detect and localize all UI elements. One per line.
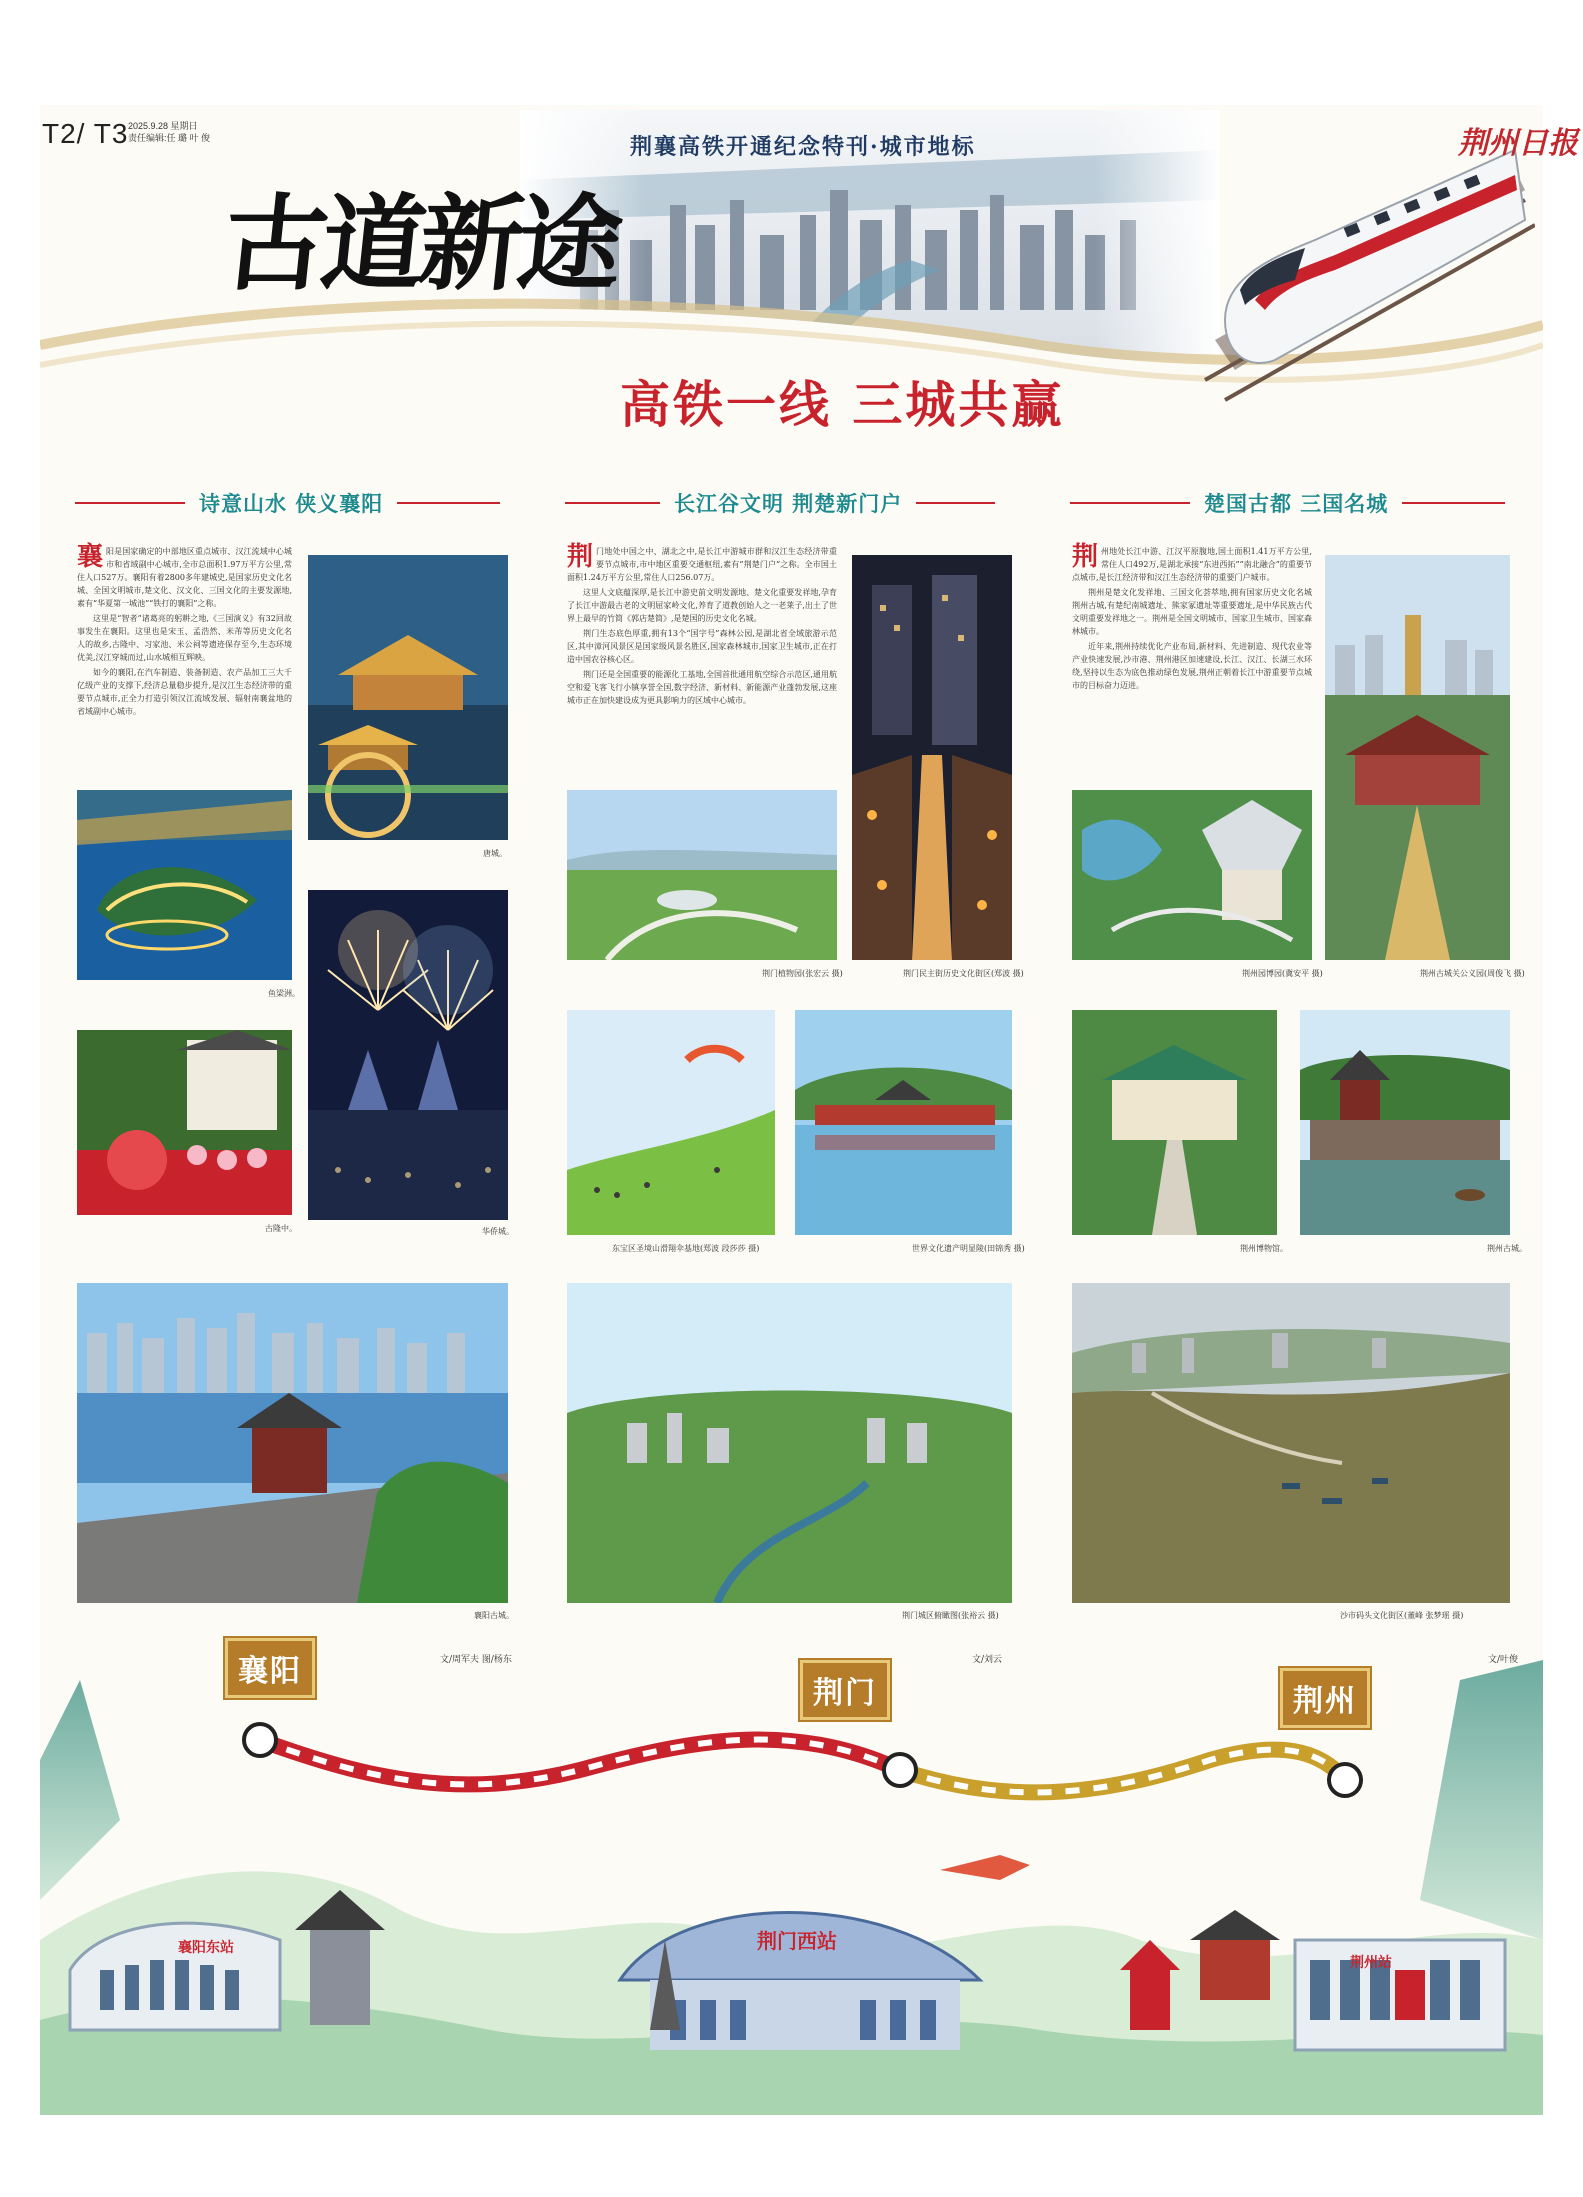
section-heading-xiangyang	[75, 488, 500, 518]
credit-xiangyang: 文/周军夫 图/杨东	[440, 1655, 512, 1665]
city-tag-label: 荆门	[813, 1676, 877, 1711]
section-heading-text: 诗意山水 侠义襄阳	[199, 491, 384, 516]
photo-caption: 华侨城。	[482, 1227, 514, 1236]
section-heading-text: 长江谷文明 荆楚新门户	[674, 491, 903, 516]
paragraph: 这里是“智者”诸葛亮的躬耕之地,《三国演义》有32回故事发生在襄阳。这里也是宋玉、孟浩然、米芾等历史文化名人的故乡,古隆中、习家池、米公祠等遗迹保存至今,生态环境优美,汉江穿城而过,山水城相互辉映。	[77, 614, 292, 662]
photo-caption: 荆州园博园(冀安平 摄)	[1242, 969, 1323, 978]
city-tag-label: 襄阳	[238, 1654, 302, 1689]
photo-caption: 唐城。	[483, 849, 507, 858]
masthead-title: 荆襄高铁开通纪念特刊·城市地标	[630, 134, 976, 160]
article-xiangyang	[77, 542, 292, 720]
photo-caption: 荆州博物馆。	[1240, 1244, 1288, 1253]
editor-line: 责任编辑:任 璐 叶 俊	[128, 133, 211, 143]
city-tag-label: 荆州	[1293, 1684, 1357, 1719]
photo-xianling-tomb	[795, 1010, 1012, 1235]
station-name-jingmen-west: 荆门西站	[757, 1929, 837, 1953]
credit-jingmen: 文/刘云	[972, 1655, 1003, 1665]
photo-caption: 古隆中。	[265, 1224, 297, 1233]
photo-shashi-wharf	[1072, 1283, 1510, 1603]
photo-yuliang-island	[77, 790, 292, 980]
photo-caption: 鱼梁洲。	[268, 989, 300, 998]
photo-minzhu-street	[852, 555, 1012, 960]
drop-cap: 襄	[77, 542, 104, 572]
photo-jingmen-aerial	[567, 1283, 1012, 1603]
photo-caption: 世界文化遗产明显陵(田锦秀 摄)	[912, 1244, 1025, 1253]
article-jingzhou	[1072, 542, 1312, 694]
paragraph: 阳是国家确定的中部地区重点城市、汉江流域中心城市和省域副中心城市,全市总面积1.97万平方公里,常住人口527万。襄阳有着2800多年建城史,是国家历史文化名城、全国文明城市,楚文化、汉文化、三国文化的主要发源地,素有“华夏第一城池”“铁打的襄阳”之称。	[77, 547, 292, 608]
heading-rule	[565, 502, 660, 504]
calligraphy-title: 古道新途	[217, 182, 623, 305]
photo-caption: 荆门植物园(张宏云 摄)	[762, 969, 843, 978]
paragraph: 门地处中国之中、湖北之中,是长江中游城市群和汉江生态经济带重要节点城市,市中地区重要交通枢纽,素有“荆楚门户”之称。全市国土面积1.24万平方公里,常住人口256.07万。	[567, 547, 837, 582]
heading-rule	[1402, 502, 1505, 504]
photo-caption: 荆州古城关公义园(周俊飞 摄)	[1420, 969, 1525, 978]
photo-guan-yu-park	[1325, 555, 1510, 960]
paragraph: 州地处长江中游、江汉平原腹地,国土面积1.41万平方公里,常住人口492万,是湖北承接“东进西拓”“南北融合”的重要节点城市,是长江经济带和汉江生态经济带的重要门户城市。	[1072, 547, 1312, 582]
photo-caption: 襄阳古城。	[474, 1611, 514, 1620]
photo-jingzhou-expo-garden	[1072, 790, 1312, 960]
photo-caption: 荆门城区俯瞰图(张裕云 摄)	[902, 1611, 999, 1620]
page-number: T2/ T3	[42, 118, 129, 149]
paragraph: 荆门还是全国重要的能源化工基地,全国首批通用航空综合示范区,通用航空和爱飞客飞行小镇享誉全国,数字经济、新材料、新能源产业蓬勃发展,这座城市正在加快建设成为更具影响力的区域中心城市。	[567, 670, 837, 705]
date-line: 2025.9.28 星期日	[128, 121, 198, 131]
city-tag-xiangyang	[225, 1638, 315, 1698]
station-name-xiangyang-east: 襄阳东站	[178, 1940, 234, 1956]
paragraph: 荆州是楚文化发祥地、三国文化荟萃地,拥有国家历史文化名城荆州古城,有楚纪南城遗址、熊家冢遗址等重要遗址,是中华民族古代文明重要发祥地之一。荆州是全国文明城市、国家卫生城市、国家森林城市。	[1072, 588, 1312, 636]
section-heading-jingmen	[565, 488, 995, 518]
section-heading-jingzhou	[1070, 488, 1505, 518]
photo-fireworks	[308, 890, 508, 1220]
section-heading-text: 楚国古都 三国名城	[1204, 491, 1389, 516]
paragraph: 近年来,荆州持续优化产业布局,新材料、先进制造、现代农业等产业快速发展,沙市港、荆州港区加速建设,长江、汉江、长湖三水环绕,坚持以生态为底色推动绿色发展,荆州正朝着长江中游重要节点城市的目标奋力迈进。	[1072, 642, 1312, 690]
heading-rule	[397, 502, 500, 504]
photo-jingzhou-ancient-city	[1300, 1010, 1510, 1235]
photo-caption: 沙市码头文化街区(董峰 张梦瑶 摄)	[1340, 1611, 1464, 1620]
city-tag-jingmen	[800, 1660, 890, 1720]
photo-caption: 荆门民主街历史文化街区(郑波 摄)	[903, 969, 1024, 978]
photo-jingmen-botanical-garden	[567, 790, 837, 960]
heading-rule	[75, 502, 185, 504]
newspaper-brand-logo: 荆州日报	[1458, 126, 1578, 161]
paragraph: 这里人文底蕴深厚,是长江中游史前文明发源地、楚文化重要发祥地,孕育了长江中游最古老的文明屈家岭文化,养育了道教创始人之一老莱子,出土了世界上最早的竹简《郭店楚简》,是楚国的历史文化名城。	[567, 588, 837, 623]
paragraph: 如今的襄阳,在汽车制造、装备制造、农产品加工三大千亿级产业的支撑下,经济总量稳步提升,是汉江生态经济带的重要节点城市,正全力打造引领汉江流域发展、辐射南襄盆地的省域副中心城市。	[77, 668, 292, 716]
photo-caption: 荆州古城。	[1487, 1244, 1527, 1253]
paragraph: 荆门生态底色厚重,拥有13个“国字号”森林公园,是湖北省全域旅游示范区,其中漳河风景区是国家级风景名胜区,国家森林城市,国家卫生城市,正在打造中国农谷核心区。	[567, 629, 837, 664]
station-name-jingzhou: 荆州站	[1350, 1955, 1392, 1971]
photo-paragliding-base	[567, 1010, 775, 1235]
heading-rule	[1070, 502, 1190, 504]
article-jingmen	[567, 542, 837, 709]
photo-xiangyang-ancient-city	[77, 1283, 508, 1603]
date-editor-line	[128, 120, 238, 144]
photo-jingzhou-museum	[1072, 1010, 1277, 1235]
drop-cap: 荆	[1072, 542, 1099, 572]
photo-gulongzhong	[77, 1030, 292, 1215]
heading-rule	[916, 502, 995, 504]
slogan-headline: 高铁一线 三城共赢	[620, 375, 1065, 434]
photo-caption: 东宝区圣境山滑翔伞基地(郑波 段莎莎 摄)	[612, 1244, 760, 1253]
drop-cap: 荆	[567, 542, 594, 572]
credit-jingzhou: 文/叶俊	[1488, 1655, 1519, 1665]
bullet-train-image	[1195, 130, 1535, 430]
city-tag-jingzhou	[1280, 1668, 1370, 1728]
photo-tang-city	[308, 555, 508, 840]
